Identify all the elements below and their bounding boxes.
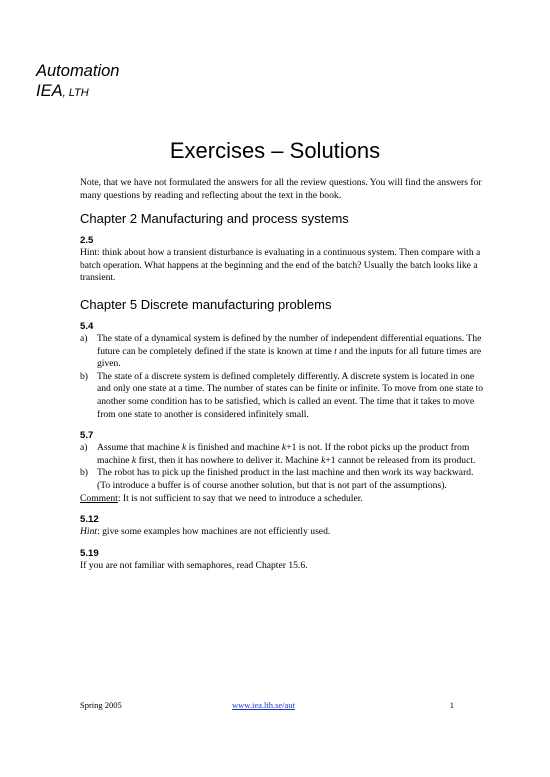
exercise-5-7-number: 5.7	[80, 430, 94, 442]
text-part: is finished and machine	[186, 442, 282, 454]
header-automation: Automation	[36, 62, 120, 80]
page-footer	[80, 700, 454, 712]
item-a-text-part2: and the inputs for all future times are given.	[97, 345, 482, 370]
chapter-2-heading: Chapter 2 Manufacturing and process systems	[80, 211, 349, 227]
item-b-marker: b)	[80, 467, 88, 479]
chapter-5-heading: Chapter 5 Discrete manufacturing problems	[80, 296, 332, 312]
exercise-5-4-number: 5.4	[80, 320, 94, 332]
item-b-marker: b)	[80, 370, 88, 382]
main-content	[80, 177, 484, 572]
comment-label: Comment	[80, 492, 118, 504]
text-part: first, then it has nowhere to deliver it. Machine	[136, 454, 322, 466]
exercise-5-19-number: 5.19	[80, 547, 99, 559]
exercise-5-7-comment	[80, 493, 484, 506]
item-a-text-part1: The state of a dynamical system is defined by the number of independent differential equations. The future can be completely defined if the state is known at time	[97, 332, 482, 357]
page-title: Exercises – Solutions	[169, 138, 381, 163]
hint-text: : give some examples how machines are not efficiently used.	[97, 526, 331, 538]
header-iea: IEA	[36, 82, 63, 100]
exercise-5-7-item-a	[80, 442, 484, 467]
text-part: +1 cannot be released from its product.	[325, 454, 476, 466]
text-part: +1 is not. If the robot picks up the product from machine	[97, 442, 470, 466]
page-number: 1	[449, 700, 454, 710]
footer-date: Spring 2005	[80, 700, 122, 710]
var-k: k	[131, 454, 137, 466]
exercise-5-4-item-a	[80, 333, 484, 371]
hint-label: Hint	[80, 526, 98, 538]
var-k: k	[321, 454, 326, 466]
intro-note: Note, that we have not formulated the answers for all the review questions. You will find the answers for many questions by reading and reflecting about the text in the book.	[80, 177, 482, 201]
header-iea-lth	[36, 82, 89, 101]
item-a-text	[97, 442, 484, 467]
exercise-2-5-text: Hint: think about how a transient disturbance is evaluating in a continuous system. Then compare with a batch operation. What happens at the beginning and the end of the batch? Usually the batch looks like a transient.	[80, 247, 481, 284]
exercise-5-4-item-b	[80, 371, 484, 421]
text-part: Assume that machine	[97, 442, 182, 454]
var-k: k	[182, 442, 187, 454]
item-a-text	[97, 333, 484, 371]
exercise-5-19-text: If you are not familiar with semaphores, read Chapter 15.6.	[80, 559, 308, 571]
item-b-text: The state of a discrete system is defined completely differently. A discrete system is located in one and only one state at a time. The number of states can be finite or infinite. To move from one state to another some condition has to be satisfied, which is called an event. The time that it takes to move from one state to another is considered infinitely small.	[97, 370, 484, 420]
item-a-var-t: t	[334, 345, 337, 357]
footer-link[interactable]: www.iea.lth.se/aut	[232, 700, 295, 710]
item-a-marker: a)	[80, 332, 88, 344]
var-k: k	[281, 442, 287, 454]
exercise-5-7-item-b	[80, 467, 484, 492]
exercise-5-12-number: 5.12	[80, 514, 99, 526]
item-b-text: The robot has to pick up the finished product in the last machine and then work its way backward. (To introduce a buffer is of course another solution, but that is not part of the assumptions).	[97, 467, 474, 491]
item-a-marker: a)	[80, 442, 88, 454]
exercise-2-5-number: 2.5	[80, 235, 94, 247]
header-lth: , LTH	[62, 87, 89, 99]
comment-text: : It is not sufficient to say that we need to introduce a scheduler.	[117, 492, 363, 504]
exercise-5-12-text	[80, 526, 484, 539]
